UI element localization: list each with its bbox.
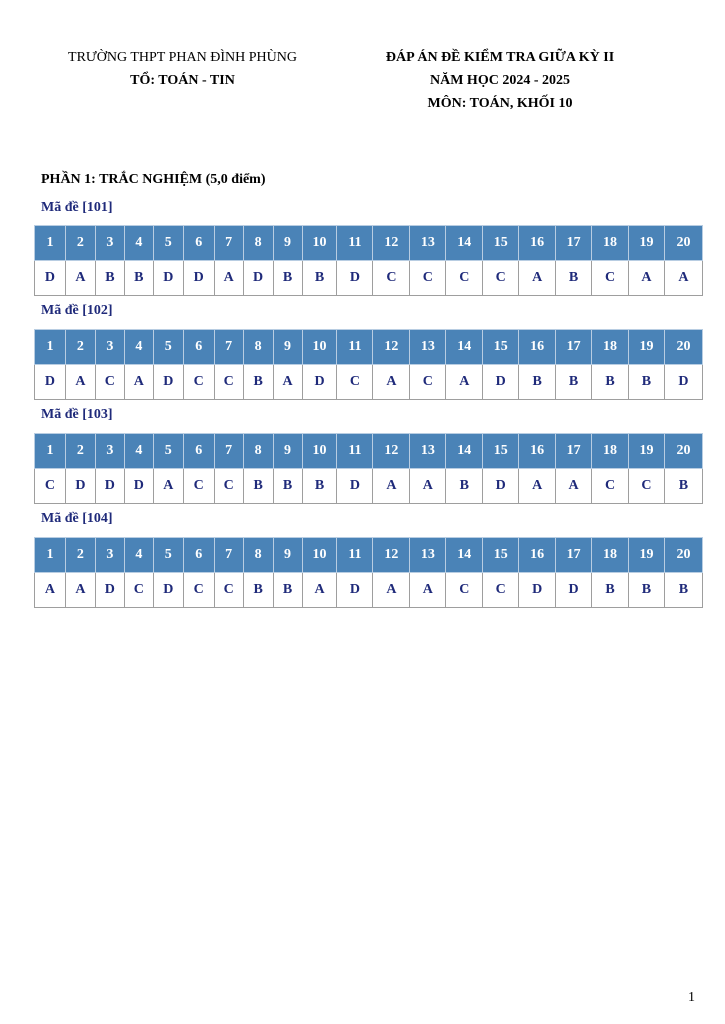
answer-cell: C — [214, 573, 243, 608]
answer-cell: D — [302, 365, 337, 400]
answer-cell: B — [124, 261, 153, 296]
question-number-cell: 17 — [556, 538, 592, 573]
question-number-cell: 19 — [628, 434, 664, 469]
question-number-cell: 15 — [483, 330, 519, 365]
question-number-cell: 7 — [214, 538, 243, 573]
answer-cell: B — [519, 365, 556, 400]
answer-cell: A — [519, 261, 556, 296]
question-number-cell: 2 — [65, 330, 95, 365]
answer-cell: C — [183, 365, 214, 400]
answer-table — [34, 225, 703, 296]
answer-cell: C — [183, 573, 214, 608]
question-number-cell: 17 — [556, 330, 592, 365]
answer-cell: C — [628, 469, 664, 504]
answer-cell: B — [592, 573, 629, 608]
answer-cell: D — [153, 573, 183, 608]
question-number-cell: 5 — [153, 538, 183, 573]
question-number-cell: 10 — [302, 330, 337, 365]
answer-cell: B — [592, 365, 629, 400]
question-number-cell: 6 — [183, 330, 214, 365]
answer-cell: B — [95, 261, 124, 296]
question-number-cell: 12 — [373, 226, 410, 261]
question-number-cell: 2 — [65, 434, 95, 469]
answer-cell: C — [592, 261, 629, 296]
answer-cell: A — [556, 469, 592, 504]
answer-cell: C — [410, 261, 446, 296]
question-number-cell: 13 — [410, 434, 446, 469]
answer-cell: A — [373, 365, 410, 400]
question-number-cell: 4 — [124, 434, 153, 469]
answer-cell: A — [373, 573, 410, 608]
question-number-cell: 15 — [483, 226, 519, 261]
question-number-cell: 12 — [373, 330, 410, 365]
answer-cell: B — [243, 469, 273, 504]
answer-cell: C — [124, 573, 153, 608]
question-number-cell: 3 — [95, 434, 124, 469]
question-number-cell: 10 — [302, 226, 337, 261]
answer-cell: B — [243, 365, 273, 400]
answer-cell: B — [556, 261, 592, 296]
answer-cell: C — [410, 365, 446, 400]
question-number-cell: 18 — [592, 434, 629, 469]
question-number-row — [35, 330, 703, 365]
answer-cell: A — [519, 469, 556, 504]
answer-cell: A — [35, 573, 66, 608]
question-number-cell: 16 — [519, 330, 556, 365]
answer-cell: D — [183, 261, 214, 296]
question-number-cell: 1 — [35, 434, 66, 469]
question-number-cell: 3 — [95, 538, 124, 573]
department-name: TỔ: TOÁN - TIN — [130, 73, 235, 88]
answer-cell: B — [302, 469, 337, 504]
question-number-cell: 5 — [153, 434, 183, 469]
answer-cell: A — [410, 469, 446, 504]
question-number-cell: 18 — [592, 538, 629, 573]
question-number-cell: 16 — [519, 226, 556, 261]
question-number-row — [35, 538, 703, 573]
answer-table — [34, 433, 703, 504]
answer-cell: C — [446, 573, 483, 608]
answer-cell: C — [95, 365, 124, 400]
question-number-cell: 8 — [243, 330, 273, 365]
question-number-cell: 3 — [95, 226, 124, 261]
answer-cell: D — [243, 261, 273, 296]
question-number-cell: 14 — [446, 226, 483, 261]
question-number-cell: 11 — [337, 434, 373, 469]
question-number-cell: 18 — [592, 330, 629, 365]
answer-row — [35, 573, 703, 608]
answer-cell: D — [664, 365, 702, 400]
question-number-cell: 6 — [183, 538, 214, 573]
answer-cell: D — [483, 469, 519, 504]
answer-cell: D — [337, 469, 373, 504]
question-number-cell: 13 — [410, 226, 446, 261]
question-number-cell: 8 — [243, 226, 273, 261]
question-number-cell: 20 — [664, 226, 702, 261]
question-number-cell: 6 — [183, 434, 214, 469]
page-number: 1 — [688, 990, 695, 1005]
question-number-cell: 9 — [273, 538, 302, 573]
answer-cell: A — [273, 365, 302, 400]
answer-cell: D — [95, 469, 124, 504]
answer-cell: D — [519, 573, 556, 608]
question-number-cell: 19 — [628, 330, 664, 365]
question-number-cell: 20 — [664, 434, 702, 469]
answer-cell: B — [273, 469, 302, 504]
question-number-cell: 10 — [302, 434, 337, 469]
part-1-title: PHẦN 1: TRẮC NGHIỆM (5,0 điểm) — [41, 172, 266, 187]
document-title: ĐÁP ÁN ĐỀ KIỂM TRA GIỮA KỲ II — [385, 50, 615, 65]
header-left — [40, 46, 325, 92]
exam-code-label: Mã đề [103] — [41, 407, 113, 422]
answer-cell: C — [483, 261, 519, 296]
question-number-cell: 5 — [153, 330, 183, 365]
question-number-cell: 4 — [124, 330, 153, 365]
answer-cell: D — [153, 365, 183, 400]
question-number-cell: 11 — [337, 226, 373, 261]
answer-cell: D — [95, 573, 124, 608]
question-number-cell: 6 — [183, 226, 214, 261]
question-number-cell: 19 — [628, 226, 664, 261]
question-number-cell: 1 — [35, 330, 66, 365]
answer-cell: B — [628, 365, 664, 400]
answer-cell: A — [65, 573, 95, 608]
question-number-cell: 12 — [373, 434, 410, 469]
answer-cell: D — [124, 469, 153, 504]
answer-cell: C — [183, 469, 214, 504]
answer-cell: C — [592, 469, 629, 504]
answer-cell: B — [446, 469, 483, 504]
question-number-cell: 15 — [483, 538, 519, 573]
school-name: TRƯỜNG THPT PHAN ĐÌNH PHÙNG — [68, 50, 297, 65]
question-number-cell: 8 — [243, 538, 273, 573]
question-number-cell: 9 — [273, 434, 302, 469]
answer-cell: C — [483, 573, 519, 608]
header-right — [360, 46, 640, 115]
answer-row — [35, 469, 703, 504]
answer-cell: D — [65, 469, 95, 504]
answer-row — [35, 261, 703, 296]
question-number-cell: 13 — [410, 538, 446, 573]
answer-cell: D — [337, 261, 373, 296]
exam-code-label: Mã đề [101] — [41, 200, 113, 215]
question-number-cell: 16 — [519, 434, 556, 469]
exam-code-label: Mã đề [102] — [41, 303, 113, 318]
answer-cell: B — [664, 469, 702, 504]
question-number-cell: 18 — [592, 226, 629, 261]
question-number-cell: 2 — [65, 538, 95, 573]
question-number-cell: 20 — [664, 538, 702, 573]
answer-cell: B — [273, 261, 302, 296]
question-number-cell: 16 — [519, 538, 556, 573]
question-number-cell: 15 — [483, 434, 519, 469]
answer-cell: A — [214, 261, 243, 296]
question-number-cell: 10 — [302, 538, 337, 573]
question-number-cell: 4 — [124, 538, 153, 573]
answer-cell: B — [556, 365, 592, 400]
question-number-cell: 7 — [214, 226, 243, 261]
question-number-cell: 5 — [153, 226, 183, 261]
question-number-cell: 2 — [65, 226, 95, 261]
answer-cell: B — [628, 573, 664, 608]
question-number-cell: 20 — [664, 330, 702, 365]
answer-cell: A — [65, 365, 95, 400]
question-number-cell: 14 — [446, 434, 483, 469]
answer-cell: A — [410, 573, 446, 608]
answer-cell: A — [628, 261, 664, 296]
question-number-cell: 14 — [446, 330, 483, 365]
answer-cell: D — [337, 573, 373, 608]
answer-cell: D — [35, 365, 66, 400]
answer-cell: D — [556, 573, 592, 608]
question-number-cell: 3 — [95, 330, 124, 365]
question-number-cell: 17 — [556, 226, 592, 261]
question-number-cell: 12 — [373, 538, 410, 573]
question-number-cell: 11 — [337, 538, 373, 573]
question-number-cell: 17 — [556, 434, 592, 469]
answer-cell: B — [273, 573, 302, 608]
answer-cell: B — [243, 573, 273, 608]
exam-code-label: Mã đề [104] — [41, 511, 113, 526]
answer-cell: A — [124, 365, 153, 400]
answer-cell: A — [664, 261, 702, 296]
question-number-row — [35, 226, 703, 261]
answer-cell: D — [153, 261, 183, 296]
question-number-cell: 19 — [628, 538, 664, 573]
answer-cell: C — [337, 365, 373, 400]
question-number-cell: 4 — [124, 226, 153, 261]
question-number-row — [35, 434, 703, 469]
school-year: NĂM HỌC 2024 - 2025 — [430, 73, 570, 88]
answer-cell: A — [153, 469, 183, 504]
answer-cell: A — [302, 573, 337, 608]
subject-line: MÔN: TOÁN, KHỐI 10 — [427, 96, 573, 111]
question-number-cell: 9 — [273, 330, 302, 365]
answer-cell: C — [35, 469, 66, 504]
answer-cell: B — [664, 573, 702, 608]
answer-cell: C — [373, 261, 410, 296]
question-number-cell: 1 — [35, 226, 66, 261]
answer-cell: D — [483, 365, 519, 400]
answer-cell: C — [446, 261, 483, 296]
question-number-cell: 7 — [214, 434, 243, 469]
answer-row — [35, 365, 703, 400]
answer-cell: C — [214, 365, 243, 400]
answer-table — [34, 537, 703, 608]
question-number-cell: 13 — [410, 330, 446, 365]
question-number-cell: 11 — [337, 330, 373, 365]
question-number-cell: 9 — [273, 226, 302, 261]
question-number-cell: 7 — [214, 330, 243, 365]
answer-cell: D — [35, 261, 66, 296]
answer-cell: C — [214, 469, 243, 504]
question-number-cell: 1 — [35, 538, 66, 573]
answer-cell: B — [302, 261, 337, 296]
question-number-cell: 14 — [446, 538, 483, 573]
answer-cell: A — [65, 261, 95, 296]
answer-cell: A — [446, 365, 483, 400]
question-number-cell: 8 — [243, 434, 273, 469]
answer-cell: A — [373, 469, 410, 504]
answer-table — [34, 329, 703, 400]
